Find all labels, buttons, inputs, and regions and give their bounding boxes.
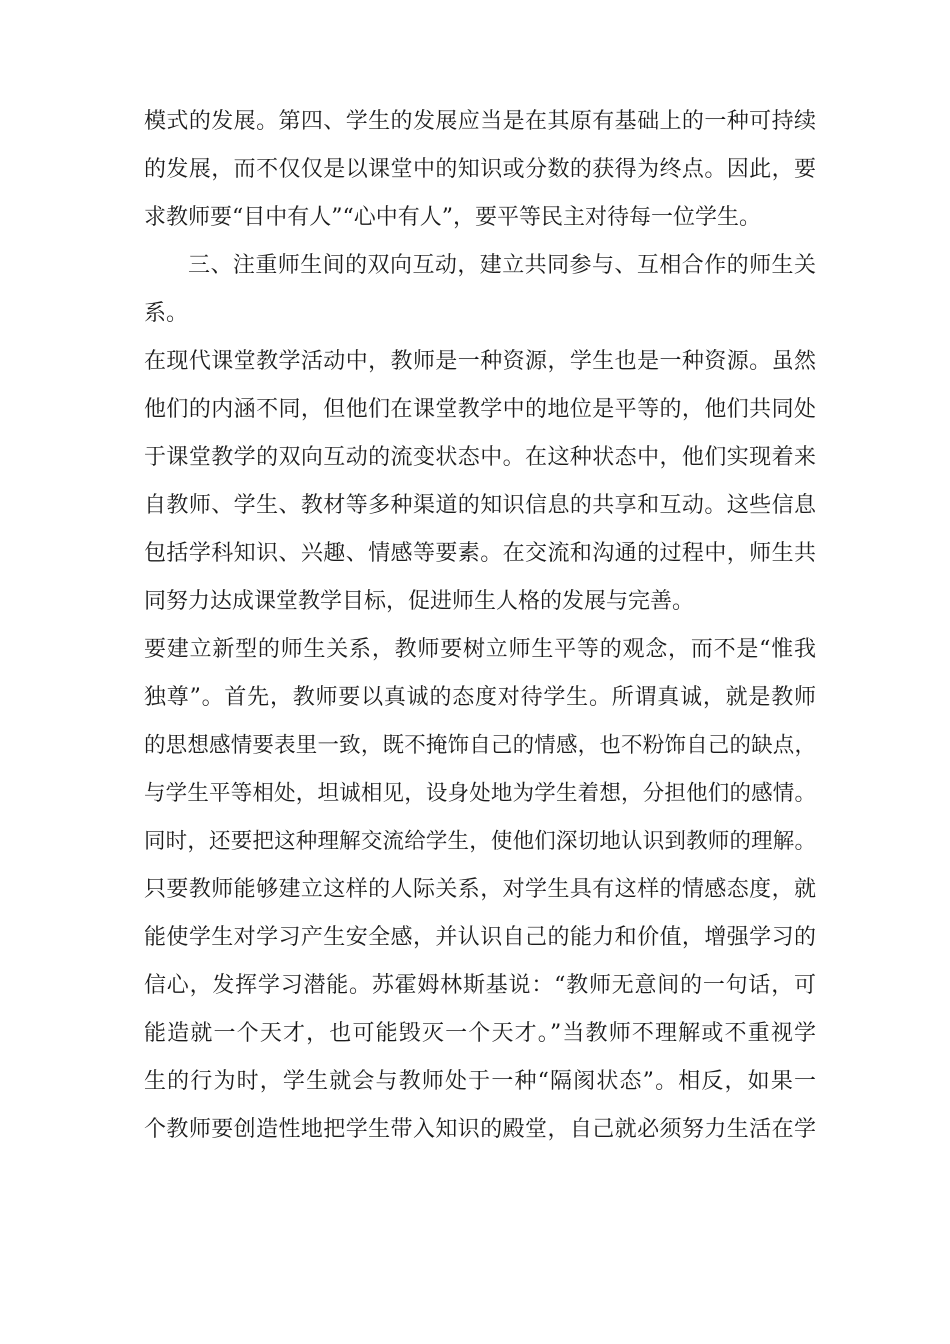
text-line: 的发展，而不仅仅是以课堂中的知识或分数的获得为终点。因此，要 <box>144 157 816 182</box>
text-line: 同努力达成课堂教学目标，促进师生人格的发展与完善。 <box>144 589 695 614</box>
text-line: 在现代课堂教学活动中，教师是一种资源，学生也是一种资源。虽然 <box>144 349 816 374</box>
text-line: 自教师、学生、教材等多种渠道的知识信息的共享和互动。这些信息 <box>144 493 816 518</box>
text-line: 只要教师能够建立这样的人际关系，对学生具有这样的情感态度，就 <box>144 877 816 902</box>
document-body <box>144 98 816 1154</box>
text-line: 于课堂教学的双向互动的流变状态中。在这种状态中，他们实现着来 <box>144 445 816 470</box>
text-line: 独尊”。首先，教师要以真诚的态度对待学生。所谓真诚，就是教师 <box>144 685 816 710</box>
text-line: 生的行为时，学生就会与教师处于一种“隔阂状态”。相反，如果一 <box>144 1069 816 1094</box>
text-line: 求教师要“目中有人”“心中有人”，要平等民主对待每一位学生。 <box>144 205 761 230</box>
text-line: 能造就一个天才，也可能毁灭一个天才。”当教师不理解或不重视学 <box>144 1021 816 1046</box>
text-line: 他们的内涵不同，但他们在课堂教学中的地位是平等的，他们共同处 <box>144 397 816 422</box>
text-line: 模式的发展。第四、学生的发展应当是在其原有基础上的一种可持续 <box>144 109 816 134</box>
text-line: 同时，还要把这种理解交流给学生，使他们深切地认识到教师的理解。 <box>144 829 816 854</box>
text-line: 要建立新型的师生关系，教师要树立师生平等的观念，而不是“惟我 <box>144 637 816 662</box>
text-line: 包括学科知识、兴趣、情感等要素。在交流和沟通的过程中，师生共 <box>144 541 816 566</box>
text-line: 信心，发挥学习潜能。苏霍姆林斯基说：“教师无意间的一句话，可 <box>144 973 816 998</box>
section-heading-line: 三、注重师生间的双向互动，建立共同参与、互相合作的师生关 <box>188 253 816 278</box>
section-heading-line: 系。 <box>144 301 189 326</box>
text-line: 能使学生对学习产生安全感，并认识自己的能力和价值，增强学习的 <box>144 925 816 950</box>
text-line: 的思想感情要表里一致，既不掩饰自己的情感，也不粉饰自己的缺点， <box>144 733 816 758</box>
text-line: 与学生平等相处，坦诚相见，设身处地为学生着想，分担他们的感情。 <box>144 781 816 806</box>
text-line: 个教师要创造性地把学生带入知识的殿堂，自己就必须努力生活在学 <box>144 1117 816 1142</box>
